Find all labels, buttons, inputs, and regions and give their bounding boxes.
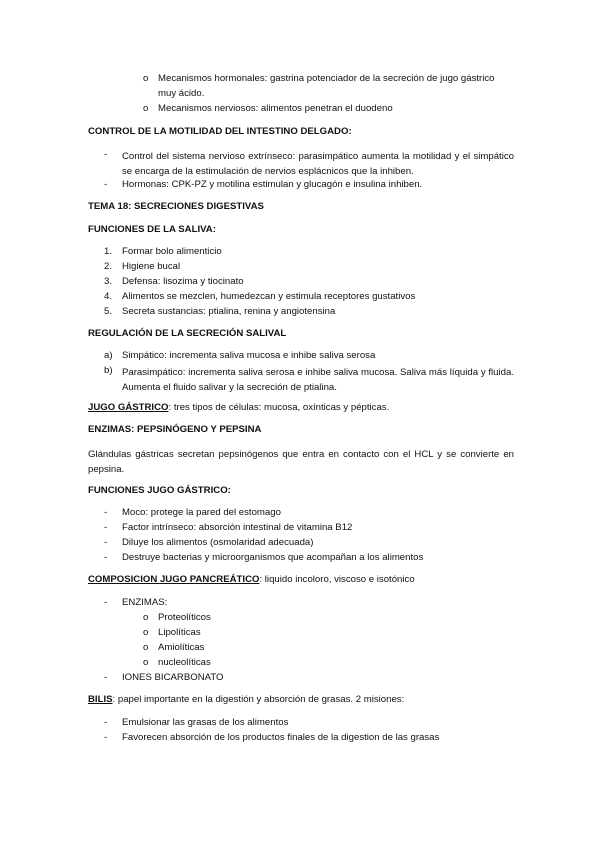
term-label: COMPOSICION JUGO PANCREÁTICO <box>88 574 260 585</box>
list-item: Moco: protege la pared del estomago <box>122 507 281 518</box>
list-item: Emulsionar las grasas de los alimentos <box>122 717 289 728</box>
list-item: Secreta sustancias: ptialina, renina y angiotensina <box>122 306 336 317</box>
list-marker: o <box>143 642 149 653</box>
section-heading: ENZIMAS: PEPSINÓGENO Y PEPSINA <box>88 424 262 435</box>
list-marker: 2. <box>104 261 113 272</box>
list-item: Amiolíticas <box>158 642 205 653</box>
list-marker: o <box>143 657 149 668</box>
list-item: Simpático: incrementa saliva mucosa e inhibe saliva serosa <box>122 350 376 361</box>
term-label: BILIS <box>88 694 113 705</box>
section-heading: FUNCIONES JUGO GÁSTRICO: <box>88 485 231 496</box>
section-heading: TEMA 18: SECRECIONES DIGESTIVAS <box>88 201 264 212</box>
list-item-continuation: muy ácido. <box>158 88 205 99</box>
list-item: Alimentos se mezclen, humedezcan y estimula receptores gustativos <box>122 291 416 302</box>
list-item: nucleolíticas <box>158 657 211 668</box>
list-marker: - <box>104 507 108 518</box>
term-text: : liquido incoloro, viscoso e isotónico <box>259 574 415 585</box>
list-item: Proteolíticos <box>158 612 211 623</box>
list-item: Parasimpático: incrementa saliva serosa e inhibe saliva mucosa. Saliva más líquida y fluida. Aumenta el fluido salivar y la secreción de ptialina. <box>122 367 514 393</box>
list-marker: 3. <box>104 276 113 287</box>
list-item: Favorecen absorción de los productos finales de la digestion de las grasas <box>122 732 440 743</box>
section-heading: FUNCIONES DE LA SALIVA: <box>88 224 216 235</box>
term-label: JUGO GÁSTRICO <box>88 402 169 413</box>
list-marker: o <box>143 627 149 638</box>
list-item: Diluye los alimentos (osmolaridad adecuada) <box>122 537 314 548</box>
list-item: Factor intrínseco: absorción intestinal de vitamina B12 <box>122 522 353 533</box>
list-item: Hormonas: CPK-PZ y motilina estimulan y glucagón e insulina inhiben. <box>122 179 423 190</box>
list-item: Higiene bucal <box>122 261 181 272</box>
list-marker: a) <box>104 350 113 361</box>
list-item: Defensa: lisozima y tiocinato <box>122 276 244 287</box>
list-marker: - <box>104 522 108 533</box>
list-marker: - <box>104 179 108 190</box>
list-item: Destruye bacterias y microorganismos que acompañan a los alimentos <box>122 552 424 563</box>
list-item: Mecanismos hormonales: gastrina potenciador de la secreción de jugo gástrico <box>158 73 495 84</box>
list-marker: - <box>104 732 108 743</box>
term-text: : tres tipos de células: mucosa, oxínticas y pépticas. <box>168 402 390 413</box>
list-marker: o <box>143 612 149 623</box>
list-item: Formar bolo alimenticio <box>122 246 222 257</box>
term-text: : papel importante en la digestión y absorción de grasas. 2 misiones: <box>112 694 405 705</box>
paragraph <box>88 694 404 706</box>
paragraph <box>88 402 389 414</box>
list-marker: - <box>104 597 108 608</box>
list-marker: o <box>143 103 149 114</box>
list-marker: o <box>143 73 149 84</box>
section-heading: CONTROL DE LA MOTILIDAD DEL INTESTINO DELGADO: <box>88 126 352 137</box>
list-marker: - <box>104 672 108 683</box>
list-item: Lipolíticas <box>158 627 201 638</box>
list-item: IONES BICARBONATO <box>122 672 224 683</box>
list-marker: - <box>104 552 108 563</box>
list-marker: b) <box>104 365 113 376</box>
list-marker: 4. <box>104 291 113 302</box>
list-item: Mecanismos nerviosos: alimentos penetran el duodeno <box>158 103 393 114</box>
list-marker: - <box>104 717 108 728</box>
paragraph <box>88 574 415 586</box>
list-item: ENZIMAS: <box>122 597 168 608</box>
list-marker: 1. <box>104 246 113 257</box>
list-item: Control del sistema nervioso extrínseco: parasimpático aumenta la motilidad y el simpático se encarga de la estimulación de nervios esplácnicos que la inhiben. <box>122 151 514 177</box>
section-heading: REGULACIÓN DE LA SECRECIÓN SALIVAL <box>88 328 287 339</box>
list-marker: - <box>104 149 108 160</box>
list-marker: 5. <box>104 306 113 317</box>
paragraph: Glándulas gástricas secretan pepsinógenos que entra en contacto con el HCL y se convierte en pepsina. <box>88 449 514 475</box>
list-marker: - <box>104 537 108 548</box>
